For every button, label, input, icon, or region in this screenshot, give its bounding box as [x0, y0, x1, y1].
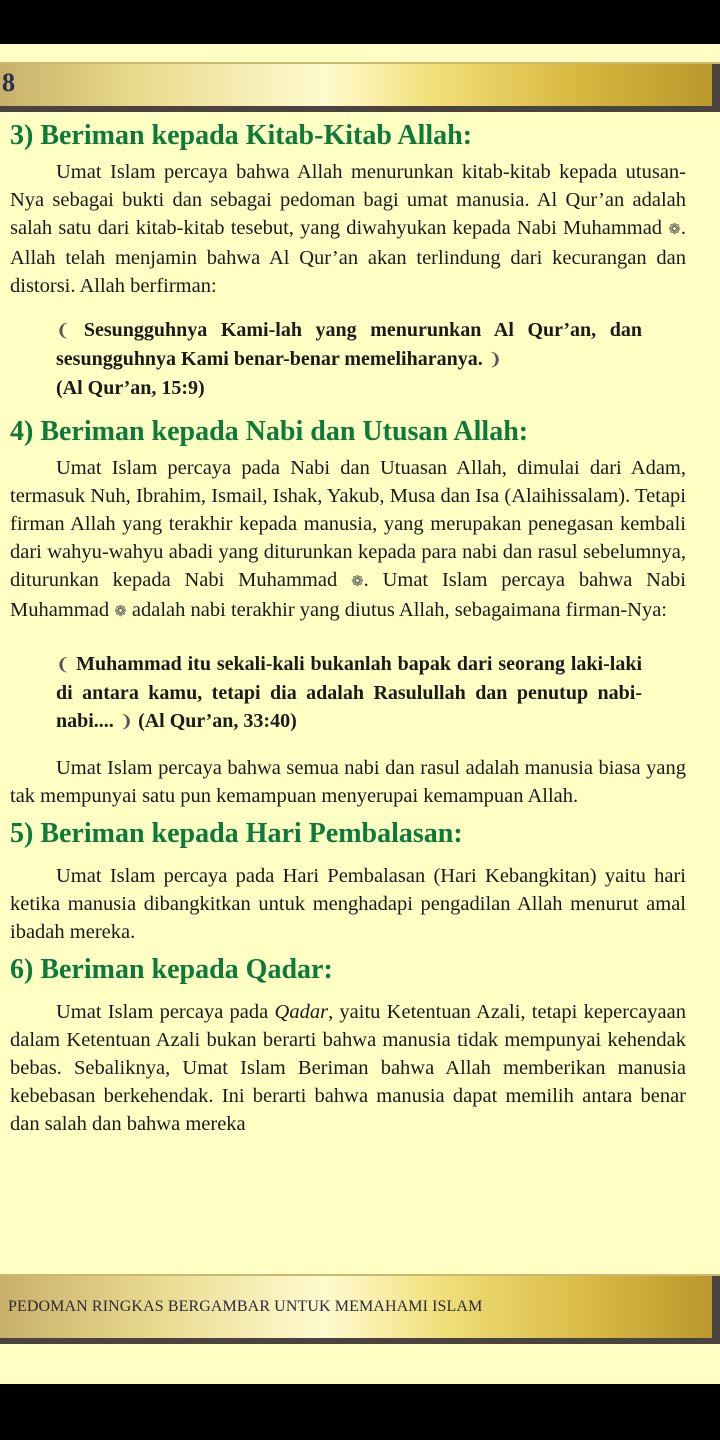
section-3-text-b: . Allah telah menjamin bahwa Al Qur’an akan terlindung dari kecurangan dan distorsi. Allah berfirman:: [10, 217, 686, 297]
header-corner: [712, 64, 720, 106]
pbuh-ornament: ❁: [114, 604, 127, 620]
quote-15-9-text: Sesungguhnya Kami-lah yang menurunkan Al Qur’an, dan sesungguhnya Kami benar-benar memeliharanya.: [56, 319, 642, 370]
pbuh-ornament: ❁: [351, 574, 364, 590]
section-4-text-c: adalah nabi terakhir yang diutus Allah, sebagaimana firman-Nya:: [131, 599, 667, 621]
page-number: 8: [2, 68, 15, 97]
qadar-term: Qadar: [274, 1001, 329, 1023]
footer-corner: [712, 1276, 720, 1338]
section-6-text-b: , yaitu Ketentuan Azali, tetapi kepercayaan dalam Ketentuan Azali bukan berarti bahwa manusia tidak mempunyai kehendak bebas. Sebaliknya, Umat Islam Beriman bahwa Allah memberikan manusia kebebasan berkehendak. Ini berarti bahwa manusia dapat memilih antara benar dan salah dan bahwa mereka: [10, 1001, 687, 1135]
section-6-heading: 6) Beriman kepada Qadar:: [10, 954, 333, 985]
quote-33-40-ref: (Al Qur’an, 33:40): [138, 710, 297, 732]
section-4-paragraph-2: Umat Islam percaya bahwa semua nabi dan rasul adalah manusia biasa yang tak mempunyai satu pun kemampuan menyerupai kemampuan Allah.: [10, 757, 686, 807]
section-6-paragraph: [10, 998, 686, 1138]
status-bar: [0, 0, 720, 44]
section-5-paragraph: Umat Islam percaya pada Hari Pembalasan (Hari Kebangkitan) yaitu hari ketika manusia dibangkitkan untuk menghadapi pengadilan Allah menurut amal ibadah mereka.: [10, 865, 686, 943]
section-6-text-a: Umat Islam percaya pada: [56, 1001, 269, 1023]
pbuh-ornament: ❁: [668, 222, 681, 238]
page-content: [10, 118, 686, 1138]
section-5-heading: 5) Beriman kepada Hari Pembalasan:: [10, 818, 463, 849]
section-4-heading: 4) Beriman kepada Nabi dan Utusan Allah:: [10, 416, 529, 447]
section-4-text-a: Umat Islam percaya pada Nabi dan Utuasan Allah, dimulai dari Adam, termasuk Nuh, Ibrahim, Ismail, Ishak, Yakub, Musa dan Isa (Alaihissalam). Tetapi firman Allah yang terakhir kepada manusia, yang merupakan penegasan kembali dari wahyu-wahyu abadi yang diturunkan kepada para nabi dan rasul sebelumnya, diturunkan kepada Nabi Muhammad: [10, 457, 686, 591]
header-band: [0, 62, 720, 112]
quote-close-ornament: ❩: [487, 350, 502, 369]
section-3-paragraph: [10, 158, 686, 300]
quote-open-ornament: ❨: [56, 321, 71, 340]
section-3-text-a: Umat Islam percaya bahwa Allah menurunkan kitab-kitab kepada utusan-Nya sebagai bukti dan sebagai pedoman bagi umat manusia. Al Qur’an adalah salah satu dari kitab-kitab tesebut, yang diwahyukan kepada Nabi Muhammad: [10, 161, 686, 239]
section-4-paragraph: [10, 454, 686, 626]
quote-open-ornament: ❨: [56, 655, 71, 674]
quote-33-40: [56, 650, 642, 736]
navigation-bar: [0, 1384, 720, 1440]
quote-15-9-ref: (Al Qur’an, 15:9): [56, 377, 205, 399]
section-3-heading: 3) Beriman kepada Kitab-Kitab Allah:: [10, 120, 473, 151]
quote-33-40-text: Muhammad itu sekali-kali bukanlah bapak dari seorang laki-laki di antara kamu, tetapi dia adalah Rasulullah dan penutup nabi-nabi....: [56, 653, 643, 732]
quote-close-ornament: ❩: [118, 712, 134, 731]
footer-title: PEDOMAN RINGKAS BERGAMBAR UNTUK MEMAHAMI ISLAM: [8, 1298, 483, 1315]
section-4-text-b: . Umat Islam percaya bahwa Nabi Muhammad: [10, 569, 687, 621]
quote-15-9: [56, 316, 642, 402]
